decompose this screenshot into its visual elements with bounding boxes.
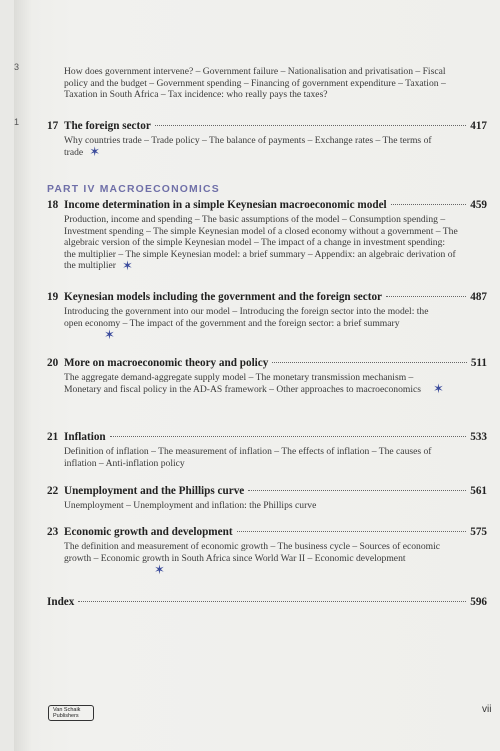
toc-entry-20[interactable] xyxy=(47,357,487,395)
chapter-number: 21 xyxy=(47,431,59,443)
page-folio: vii xyxy=(482,704,492,715)
chapter-description xyxy=(47,372,449,395)
chapter-description: Definition of inflation – The measurement of inflation – The effects of inflation – The causes of inflation – Anti-inflation policy xyxy=(64,446,432,469)
intro-text: How does government intervene? – Government failure – Nationalisation and privatisation – Fiscal policy and the budget – Government spending – Financing of government expenditure – Taxation – Taxation in South Africa – Tax incidence: who really pays the taxes? xyxy=(64,66,446,101)
chapter-number: 20 xyxy=(47,357,59,369)
chapter-page: 533 xyxy=(470,431,487,443)
dot-leader xyxy=(78,601,466,602)
chapter-number: 17 xyxy=(47,120,59,132)
chapter-title: Unemployment and the Phillips curve xyxy=(64,485,245,497)
chapter-title: Keynesian models including the government and the foreign sector xyxy=(64,291,383,303)
chapter-description xyxy=(47,541,449,576)
dot-leader xyxy=(237,531,467,532)
chapter-description: Unemployment – Unemployment and inflation: the Phillips curve xyxy=(64,500,317,511)
chapter-number: 19 xyxy=(47,291,59,303)
dot-leader xyxy=(110,436,467,437)
chapter-title: Inflation xyxy=(64,431,106,443)
dot-leader xyxy=(386,296,466,297)
dot-leader xyxy=(391,204,467,205)
handwritten-star-icon: ✶ xyxy=(104,326,115,342)
chapter-title: Economic growth and development xyxy=(64,526,233,538)
index-heading xyxy=(47,596,487,608)
chapter-heading xyxy=(47,526,487,538)
toc-entry-22[interactable] xyxy=(47,485,487,512)
toc-entry-19[interactable] xyxy=(47,291,487,341)
chapter-heading xyxy=(47,120,487,132)
part-heading: PART IV MACROECONOMICS xyxy=(47,184,220,195)
chapter-page: 459 xyxy=(470,199,487,211)
chapter-page: 575 xyxy=(470,526,487,538)
chapter-page: 511 xyxy=(470,357,487,369)
chapter-number: 22 xyxy=(47,485,59,497)
chapter-description-text: Why countries trade – Trade policy – The balance of payments – Exchange rates – The terms of trade xyxy=(64,135,432,158)
chapter-page: 561 xyxy=(470,485,487,497)
toc-entry-17[interactable] xyxy=(47,120,487,158)
chapter-heading xyxy=(47,291,487,303)
chapter-heading xyxy=(47,431,487,443)
book-page xyxy=(14,0,500,751)
chapter-description xyxy=(47,214,459,272)
handwritten-star-icon: ✶ xyxy=(89,144,101,160)
chapter-number: 18 xyxy=(47,199,59,211)
chapter-description-text: Production, income and spending – The basic assumptions of the model – Consumption spending – Investment spending – The simple Keynesian model of a closed economy without a government – The algebraic version of the simple Keynesian model – The impact of a change in investment spending: the multiplier – The simple Keynesian model: a brief summary – Appendix: an algebraic derivation of the multiplier xyxy=(64,214,458,272)
index-title: Index xyxy=(47,596,75,608)
chapter-heading xyxy=(47,485,487,497)
chapter-title: Income determination in a simple Keynesian macroeconomic model xyxy=(64,199,387,211)
chapter-title: The foreign sector xyxy=(64,120,151,132)
edge-mark-top: 3 xyxy=(14,62,20,72)
chapter-number: 23 xyxy=(47,526,59,538)
chapter-description xyxy=(47,135,449,158)
handwritten-star-icon: ✶ xyxy=(433,381,444,397)
chapter-page: 487 xyxy=(470,291,487,303)
chapter-description xyxy=(47,306,449,341)
chapter-description-text: The aggregate demand-aggregate supply model – The monetary transmission mechanism – Monetary and fiscal policy in the AD-AS framework – Other approaches to macroeconomics xyxy=(64,372,421,395)
handwritten-star-icon: ✶ xyxy=(154,561,165,577)
toc-entry-index[interactable] xyxy=(47,596,487,608)
toc-entry-21[interactable] xyxy=(47,431,487,469)
toc-entry-23[interactable] xyxy=(47,526,487,576)
publisher-logo: Van Schaik Publishers xyxy=(48,705,94,721)
dot-leader xyxy=(248,490,466,491)
edge-mark-middle: 1 xyxy=(14,117,20,127)
toc-entry-18[interactable] xyxy=(47,199,487,272)
chapter-heading xyxy=(47,357,487,369)
handwritten-star-icon: ✶ xyxy=(121,258,133,274)
index-page: 596 xyxy=(470,596,487,608)
dot-leader xyxy=(155,125,466,126)
chapter-description-text: Introducing the government into our model – Introducing the foreign sector into the model: the open economy – The impact of the government and the foreign sector: a brief summary xyxy=(64,306,429,329)
chapter-description-text: The definition and measurement of economic growth – The business cycle – Sources of economic growth – Economic growth in South Africa since World War II – Economic development xyxy=(64,541,441,564)
chapter-heading xyxy=(47,199,487,211)
chapter-page: 417 xyxy=(470,120,487,132)
dot-leader xyxy=(272,362,466,363)
chapter-title: More on macroeconomic theory and policy xyxy=(64,357,269,369)
